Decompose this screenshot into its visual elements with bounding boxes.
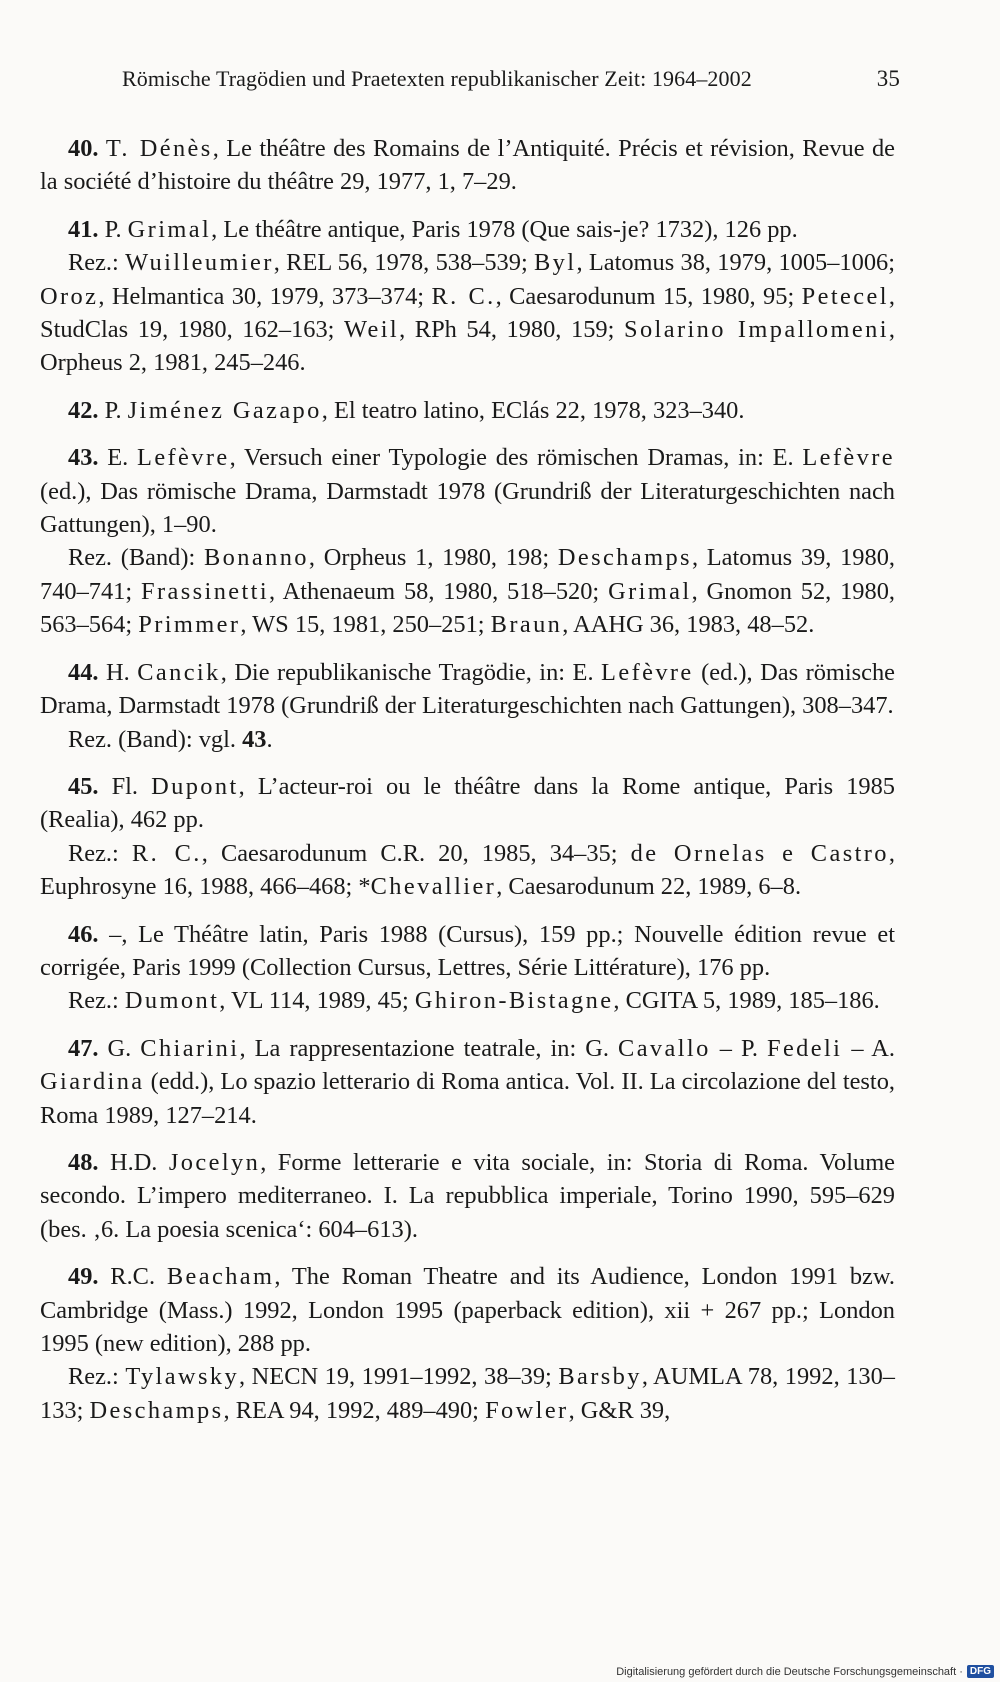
entry-text: , The Roman Theatre and its Audience, London 1991 bzw. Cambridge (Mass.) 1992, London 1995 (paperback edition), xii + 267 pp.; London 1995 (new edition), 288 pp. (40, 1263, 895, 1357)
entry-text: , Gnomon 52, 1980, 563–564; (40, 577, 895, 639)
entry-number: 43. (68, 444, 99, 472)
author-name: de Ornelas e Castro (630, 839, 889, 867)
entry-text: 43 (242, 725, 267, 753)
bibliography-entry (40, 213, 895, 380)
entry-text (99, 135, 106, 162)
bibliography-entry (40, 441, 895, 641)
entry-text: –, Le Théâtre latin, Paris 1988 (Cursus), 159 pp.; Nouvelle édition revue et corrigée, Paris 1999 (Collection Cursus, Lettres, Série Littérature), 176 pp. (40, 920, 895, 981)
author-name: Dupont (151, 772, 239, 800)
entry-citation (40, 1260, 895, 1360)
entry-citation (40, 213, 895, 246)
author-name: Wuilleumier (125, 249, 274, 277)
entry-text: , Orpheus 1, 1980, 198; (308, 544, 558, 572)
entry-reviews (40, 984, 895, 1017)
entry-number: 46. (68, 920, 99, 948)
bibliography-entry (40, 656, 895, 756)
author-name: Petecel (801, 282, 889, 310)
entry-citation (40, 1146, 895, 1246)
author-name: Oroz (40, 282, 99, 310)
entry-text: , L’acteur-roi ou le théâtre dans la Rome antique, Paris 1985 (Realia), 462 pp. (40, 772, 895, 834)
bibliography-entry (40, 1146, 895, 1246)
entry-text: Rez. (Band): vgl. (68, 725, 243, 753)
entry-text: , G&R 39, (568, 1396, 671, 1424)
entry-text: , Le théâtre antique, Paris 1978 (Que sais-je? 1732), 126 pp. (211, 215, 798, 243)
entry-citation (40, 770, 895, 837)
author-name: Cavallo (618, 1034, 711, 1062)
entry-text: Rez.: (68, 987, 125, 1015)
entry-citation (40, 1032, 895, 1132)
entry-text: , Orpheus 2, 1981, 245–246. (40, 316, 896, 377)
bibliography-entry (40, 132, 895, 199)
author-name: Fowler (485, 1396, 569, 1424)
entry-text: R.C. (98, 1263, 167, 1291)
entry-text: , CGITA 5, 1989, 185–186. (613, 987, 880, 1015)
author-name: Weil (344, 316, 400, 344)
entry-text: Fl. (98, 772, 152, 800)
bibliography-list (40, 132, 895, 1441)
entry-text: , REA 94, 1992, 489–490; (223, 1396, 486, 1424)
entry-number: 40. (68, 135, 99, 162)
entry-text: Rez.: (68, 1363, 126, 1391)
entry-reviews (40, 541, 895, 641)
entry-number: 42. (68, 396, 99, 424)
entry-text: – P. (710, 1034, 767, 1062)
author-name: Ghiron-Bistagne (414, 987, 614, 1015)
entry-number: 48. (68, 1148, 99, 1176)
entry-text: , StudClas 19, 1980, 162–163; (40, 282, 895, 344)
author-name: Dumont (124, 987, 220, 1015)
bibliography-entry (40, 394, 895, 427)
author-name: Fedeli (766, 1034, 843, 1062)
author-name: Cancik (137, 658, 221, 686)
entry-text: , Helmantica 30, 1979, 373–374; (98, 282, 432, 310)
entry-text: , RPh 54, 1980, 159; (399, 316, 624, 344)
entry-text: , NECN 19, 1991–1992, 38–39; (239, 1363, 559, 1391)
entry-text: , Caesarodunum 22, 1989, 6–8. (496, 873, 802, 901)
author-name: Chiarini (140, 1034, 240, 1062)
entry-text: , Die republikanische Tragödie, in: E. (220, 658, 602, 686)
entry-text: , Le théâtre des Romains de l’Antiquité. Précis et révision, Revue de la société d’histoire du théâtre 29, 1977, 1, 7–29. (40, 135, 895, 196)
digitization-credit (616, 1665, 994, 1678)
page-number: 35 (876, 66, 900, 91)
author-name: Giardina (40, 1068, 145, 1096)
entry-text: G. (98, 1034, 141, 1062)
entry-text: H.D. (98, 1148, 169, 1176)
running-title: Römische Tragödien und Praetexten republikanischer Zeit: 1964–2002 (122, 66, 752, 91)
credit-text: Digitalisierung gefördert durch die Deutsche Forschungsgemeinschaft · (616, 1665, 963, 1678)
entry-text: – A. (842, 1034, 895, 1062)
entry-number: 47. (68, 1034, 99, 1062)
entry-text: (ed.), Das römische Drama, Darmstadt 1978 (Grundriß der Literaturgeschichten nach Gattungen), 1–90. (40, 477, 895, 539)
entry-number: 41. (68, 215, 99, 243)
author-name: Grimal (127, 215, 212, 243)
entry-text: , REL 56, 1978, 538–539; (273, 249, 535, 277)
bibliography-entry (40, 1260, 895, 1427)
author-name: Grimal (608, 577, 692, 605)
entry-text: , Forme letterarie e vita sociale, in: Storia di Roma. Volume secondo. L’impero mediterraneo. I. La repubblica imperiale, Torino 1990, 595–629 (bes. ‚6. La poesia scenica‘: 604–613). (40, 1148, 895, 1243)
author-name: Jiménez Gazapo (127, 396, 322, 424)
entry-number: 44. (68, 658, 99, 686)
entry-reviews (40, 1360, 895, 1427)
entry-reviews (40, 837, 895, 904)
entry-text: (edd.), Lo spazio letterario di Roma antica. Vol. II. La circolazione del testo, Roma 1989, 127–214. (40, 1068, 895, 1129)
author-name: Lefèvre (601, 658, 694, 686)
entry-text: . (266, 725, 273, 753)
entry-citation (40, 656, 895, 723)
entry-text: H. (98, 658, 138, 686)
author-name: Tylawsky (125, 1363, 240, 1391)
entry-number: 49. (68, 1263, 99, 1291)
entry-text: , Caesarodunum C.R. 20, 1985, 34–35; (201, 839, 631, 867)
entry-text: , VL 114, 1989, 45; (219, 987, 415, 1015)
bibliography-entry (40, 770, 895, 904)
author-name: Solarino Impallomeni (624, 316, 889, 344)
entry-text: , WS 15, 1981, 250–251; (240, 611, 491, 639)
entry-text: , El teatro latino, EClás 22, 1978, 323–340. (321, 396, 745, 424)
dfg-logo: DFG (967, 1665, 994, 1678)
bibliography-entry (40, 1032, 895, 1132)
author-name: Braun (490, 611, 563, 639)
author-name: R. C. (431, 282, 496, 310)
author-name: Lefèvre (802, 444, 895, 472)
author-name: Deschamps (557, 544, 692, 572)
entry-text: , AUMLA 78, 1992, 130–133; (40, 1363, 895, 1424)
author-name: Deschamps (89, 1396, 224, 1424)
author-name: Frassinetti (141, 577, 270, 605)
author-name: Bonanno (204, 544, 309, 572)
entry-text: , Versuch einer Typologie des römischen Dramas, in: E. (229, 444, 803, 472)
entry-text: (ed.), Das römische Drama, Darmstadt 1978 (Grundriß der Literaturgeschichten nach Gattungen), 308–347. (40, 658, 895, 720)
author-name: T. Dénès (105, 135, 213, 162)
entry-text: Rez.: (68, 249, 126, 277)
entry-text: P. (98, 396, 128, 424)
entry-citation (40, 394, 895, 427)
entry-text: , Latomus 38, 1979, 1005–1006; (576, 249, 895, 277)
entry-text: , Euphrosyne 16, 1988, 466–468; * (40, 839, 895, 901)
entry-reviews (40, 246, 895, 380)
author-name: R. C. (131, 839, 202, 867)
entry-text: , La rappresentazione teatrale, in: G. (239, 1034, 619, 1062)
author-name: Chevallier (370, 873, 497, 901)
author-name: Beacham (166, 1263, 275, 1291)
entry-reviews (40, 723, 895, 756)
entry-number: 45. (68, 772, 99, 800)
entry-text: Rez. (Band): (68, 544, 205, 572)
author-name: Primmer (138, 611, 241, 639)
entry-text: P. (98, 215, 128, 243)
entry-citation (40, 132, 895, 199)
author-name: Barsby (558, 1363, 642, 1391)
entry-citation (40, 918, 895, 985)
bibliography-entry (40, 918, 895, 1018)
author-name: Jocelyn (168, 1148, 261, 1176)
entry-text: , AAHG 36, 1983, 48–52. (562, 611, 815, 639)
author-name: Lefèvre (137, 444, 230, 472)
entry-text: , Athenaeum 58, 1980, 518–520; (269, 577, 609, 605)
entry-text: Rez.: (68, 839, 132, 867)
entry-citation (40, 441, 895, 541)
entry-text: , Caesarodunum 15, 1980, 95; (495, 282, 802, 310)
entry-text: , Latomus 39, 1980, 740–741; (40, 544, 895, 605)
author-name: Byl (534, 249, 577, 277)
entry-text: E. (98, 444, 138, 472)
